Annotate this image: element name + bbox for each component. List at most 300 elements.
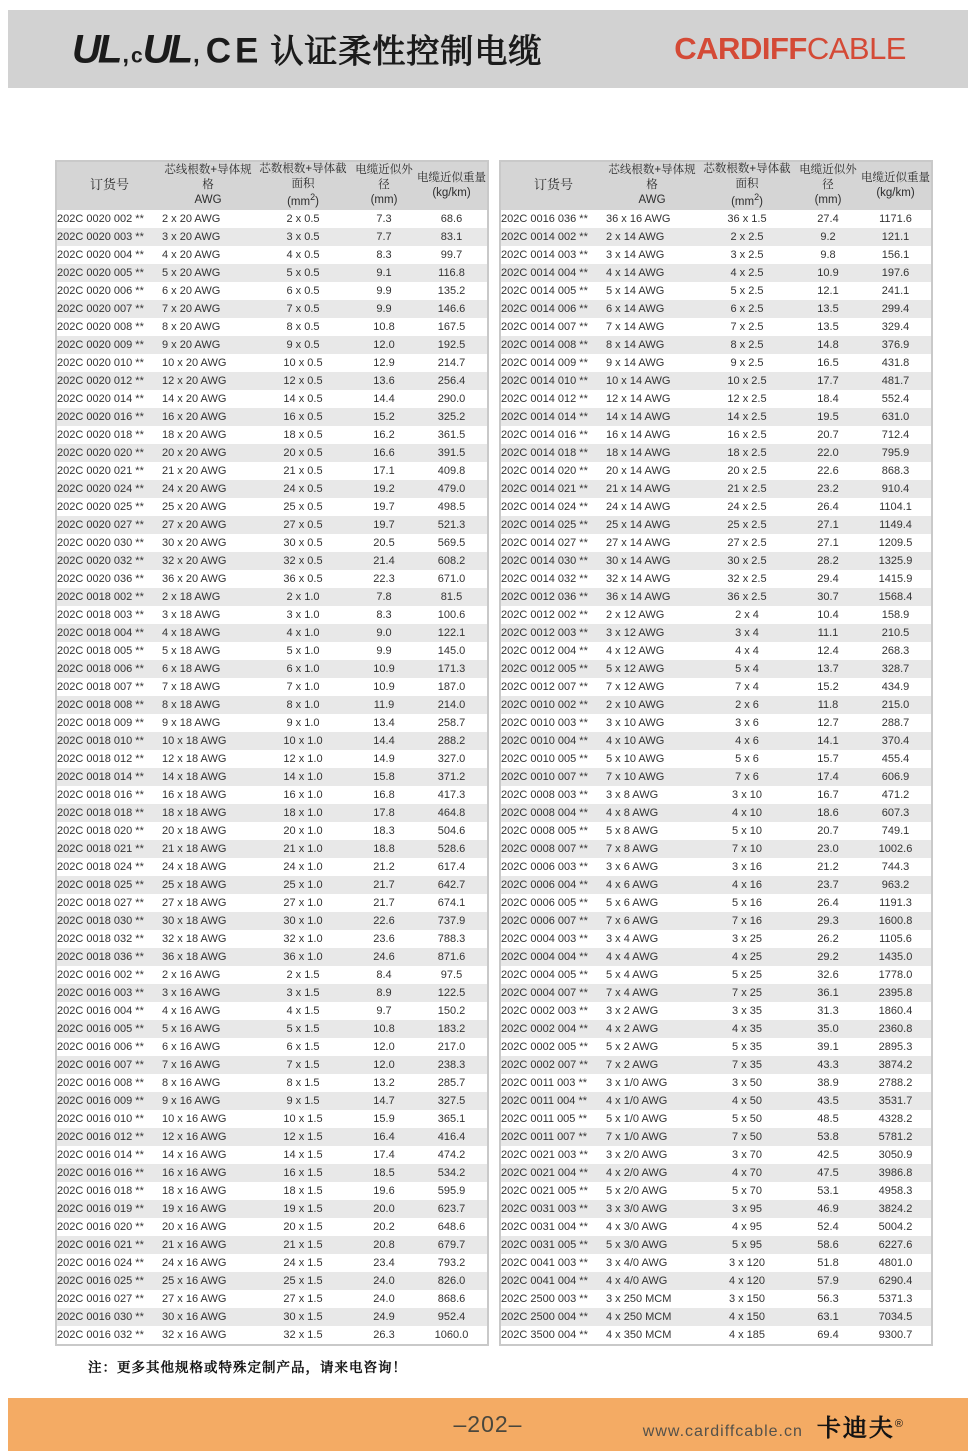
table-cell: 24 x 18 AWG bbox=[162, 860, 227, 873]
table-cell: 12.1 bbox=[817, 284, 839, 297]
table-cell: 202C 0020 010 ** bbox=[57, 356, 144, 369]
table-cell: 16.2 bbox=[373, 428, 395, 441]
table-cell: 202C 0014 004 ** bbox=[500, 264, 606, 282]
table-row bbox=[500, 228, 932, 246]
table-cell: 5 x 14 AWG bbox=[606, 284, 665, 297]
table-cell: 3 x 70 bbox=[732, 1148, 762, 1161]
table-cell: 8 x 14 AWG bbox=[606, 336, 698, 354]
table-cell: 202C 0014 012 ** bbox=[501, 392, 588, 405]
table-cell: 202C 0008 003 ** bbox=[501, 788, 588, 801]
header-outer-diameter: 电缆近似外径 (mm) bbox=[352, 161, 416, 210]
table-cell: 1860.4 bbox=[878, 1004, 913, 1017]
table-cell: 18 x 14 AWG bbox=[606, 444, 698, 462]
table-cell: 868.6 bbox=[437, 1292, 466, 1305]
table-cell: 202C 0014 032 ** bbox=[501, 572, 588, 585]
table-cell: 27 x 16 AWG bbox=[162, 1292, 227, 1305]
table-cell: 202C 0021 004 ** bbox=[500, 1164, 606, 1182]
table-row bbox=[500, 624, 932, 642]
table-cell: 4 x 6 AWG bbox=[606, 876, 698, 894]
table-row bbox=[56, 912, 488, 930]
table-cell: 183.2 bbox=[416, 1020, 488, 1038]
table-cell: 24 x 2.5 bbox=[727, 500, 767, 513]
table-cell: 202C 0020 005 ** bbox=[56, 264, 162, 282]
table-cell: 21 x 18 AWG bbox=[162, 840, 254, 858]
table-cell: 202C 0041 003 ** bbox=[501, 1256, 588, 1269]
table-cell: 12 x 1.0 bbox=[283, 752, 323, 765]
header-order-no: 订货号 bbox=[500, 161, 606, 210]
table-cell: 21 x 0.5 bbox=[283, 464, 323, 477]
table-cell: 13.4 bbox=[373, 716, 395, 729]
table-cell: 416.4 bbox=[416, 1128, 488, 1146]
table-row bbox=[500, 408, 932, 426]
table-cell: 3531.7 bbox=[860, 1092, 932, 1110]
table-cell: 8 x 20 AWG bbox=[162, 320, 221, 333]
table-row bbox=[56, 1110, 488, 1128]
table-cell: 202C 0014 027 ** bbox=[501, 536, 588, 549]
table-cell: 7.7 bbox=[352, 228, 416, 246]
table-cell: 2 x 1.5 bbox=[286, 968, 320, 981]
table-row bbox=[56, 570, 488, 588]
table-cell: 12 x 0.5 bbox=[254, 372, 352, 390]
table-cell: 16 x 20 AWG bbox=[162, 408, 254, 426]
table-row bbox=[500, 210, 932, 228]
table-cell: 1191.3 bbox=[879, 896, 912, 909]
table-row bbox=[500, 1020, 932, 1038]
table-cell: 595.9 bbox=[437, 1184, 466, 1197]
table-row bbox=[56, 642, 488, 660]
table-cell: 327.5 bbox=[416, 1092, 488, 1110]
table-cell: 607.3 bbox=[860, 804, 932, 822]
table-row bbox=[56, 1092, 488, 1110]
table-cell: 202C 0014 030 ** bbox=[500, 552, 606, 570]
table-cell: 3 x 4 AWG bbox=[606, 932, 659, 945]
table-cell: 30.7 bbox=[796, 588, 860, 606]
table-cell: 15.9 bbox=[373, 1112, 395, 1125]
table-cell: 17.4 bbox=[373, 1148, 395, 1161]
table-cell: 9 x 2.5 bbox=[730, 356, 764, 369]
table-cell: 202C 0020 027 ** bbox=[56, 516, 162, 534]
table-cell: 4 x 250 MCM bbox=[606, 1308, 698, 1326]
ce-mark-icon: CE bbox=[205, 31, 263, 71]
table-cell: 12 x 20 AWG bbox=[162, 372, 254, 390]
table-cell: 202C 0002 004 ** bbox=[500, 1020, 606, 1038]
table-cell: 15.2 bbox=[352, 408, 416, 426]
table-cell: 202C 0014 016 ** bbox=[501, 428, 588, 441]
table-row bbox=[56, 1182, 488, 1200]
table-cell: 30 x 2.5 bbox=[698, 552, 796, 570]
table-cell: 1149.4 bbox=[860, 516, 932, 534]
table-cell: 2895.3 bbox=[878, 1040, 913, 1053]
table-cell: 202C 3500 004 ** bbox=[501, 1328, 588, 1341]
table-row bbox=[56, 480, 488, 498]
table-cell: 13.7 bbox=[796, 660, 860, 678]
table-row bbox=[500, 390, 932, 408]
table-cell: 202C 0010 002 ** bbox=[500, 696, 606, 714]
table-cell: 5 x 16 bbox=[732, 896, 762, 909]
table-row bbox=[500, 1308, 932, 1326]
table-cell: 3986.8 bbox=[860, 1164, 932, 1182]
table-row bbox=[56, 876, 488, 894]
table-row bbox=[56, 696, 488, 714]
table-cell: 3 x 6 bbox=[735, 716, 759, 729]
table-cell: 12.7 bbox=[817, 716, 839, 729]
table-cell: 1600.8 bbox=[860, 912, 932, 930]
table-cell: 32.6 bbox=[817, 968, 839, 981]
table-cell: 5 x 1.5 bbox=[254, 1020, 352, 1038]
table-cell: 16 x 1.5 bbox=[254, 1164, 352, 1182]
table-cell: 26.2 bbox=[817, 932, 839, 945]
table-cell: 7 x 1/0 AWG bbox=[606, 1128, 698, 1146]
table-cell: 202C 0011 005 ** bbox=[501, 1112, 588, 1125]
table-cell: 27 x 20 AWG bbox=[162, 516, 254, 534]
table-cell: 3 x 8 AWG bbox=[606, 788, 659, 801]
table-cell: 19.6 bbox=[373, 1184, 395, 1197]
table-cell: 202C 0014 007 ** bbox=[501, 320, 588, 333]
table-cell: 371.2 bbox=[416, 768, 488, 786]
table-cell: 202C 0016 027 ** bbox=[57, 1292, 144, 1305]
table-cell: 5 x 2.5 bbox=[730, 284, 764, 297]
table-cell: 1778.0 bbox=[878, 968, 913, 981]
table-cell: 9.9 bbox=[352, 300, 416, 318]
header-cross-section: 芯数根数+导体截面积 $(mm^2)$ bbox=[254, 161, 352, 210]
table-cell: 5 x 6 AWG bbox=[606, 896, 659, 909]
table-cell: 3 x 150 bbox=[728, 1292, 766, 1305]
table-row bbox=[56, 1038, 488, 1056]
table-row bbox=[500, 642, 932, 660]
table-cell: 46.9 bbox=[796, 1200, 860, 1218]
table-cell: 749.1 bbox=[881, 824, 910, 837]
table-cell: 3 x 2 AWG bbox=[606, 1004, 659, 1017]
table-cell: 202C 0018 005 ** bbox=[57, 644, 144, 657]
brand-logo bbox=[674, 31, 906, 67]
table-cell: 3 x 1.5 bbox=[254, 984, 352, 1002]
header-awg-spec: 芯线根数+导体规格 AWG bbox=[162, 161, 254, 210]
table-cell: 202C 0031 003 ** bbox=[500, 1200, 606, 1218]
table-cell: 1104.1 bbox=[879, 500, 912, 513]
table-cell: 202C 0020 003 ** bbox=[56, 228, 162, 246]
table-cell: 202C 0016 032 ** bbox=[57, 1328, 144, 1341]
table-cell: 23.6 bbox=[373, 932, 395, 945]
table-cell: 202C 0014 024 ** bbox=[501, 500, 588, 513]
table-cell: 202C 0018 020 ** bbox=[57, 824, 144, 837]
table-cell: 4 x 4 bbox=[735, 644, 759, 657]
table-cell: 202C 0021 003 ** bbox=[501, 1148, 588, 1161]
table-cell: 36 x 14 AWG bbox=[606, 588, 698, 606]
table-cell: 7 x 10 bbox=[698, 840, 796, 858]
table-cell: 5 x 20 AWG bbox=[162, 264, 254, 282]
table-cell: 53.8 bbox=[796, 1128, 860, 1146]
table-cell: 744.3 bbox=[881, 860, 910, 873]
table-cell: 31.3 bbox=[817, 1004, 839, 1017]
table-cell: 23.2 bbox=[796, 480, 860, 498]
table-cell: 16.4 bbox=[352, 1128, 416, 1146]
table-cell: 202C 0006 004 ** bbox=[500, 876, 606, 894]
table-cell: 202C 0020 004 ** bbox=[57, 248, 144, 261]
table-cell: 10 x 0.5 bbox=[283, 356, 323, 369]
table-cell: 202C 0014 021 ** bbox=[500, 480, 606, 498]
table-cell: 14 x 20 AWG bbox=[162, 392, 227, 405]
table-cell: 9300.7 bbox=[878, 1328, 913, 1341]
table-cell: 202C 0020 021 ** bbox=[57, 464, 144, 477]
table-cell: 12.0 bbox=[352, 1056, 416, 1074]
table-cell: 16 x 14 AWG bbox=[606, 428, 671, 441]
table-cell: 23.0 bbox=[796, 840, 860, 858]
table-cell: 22.3 bbox=[373, 572, 395, 585]
table-cell: 202C 0018 014 ** bbox=[56, 768, 162, 786]
table-cell: 3 x 16 bbox=[732, 860, 762, 873]
table-row bbox=[56, 516, 488, 534]
table-cell: 25 x 0.5 bbox=[283, 500, 323, 513]
table-row bbox=[500, 1290, 932, 1308]
table-cell: 5 x 12 AWG bbox=[606, 660, 698, 678]
table-cell: 30 x 1.0 bbox=[254, 912, 352, 930]
table-cell: 7 x 20 AWG bbox=[162, 300, 254, 318]
table-cell: 6 x 2.5 bbox=[698, 300, 796, 318]
table-row bbox=[56, 1128, 488, 1146]
table-cell: 464.8 bbox=[416, 804, 488, 822]
table-cell: 3 x 14 AWG bbox=[606, 248, 665, 261]
table-cell: 146.6 bbox=[416, 300, 488, 318]
table-cell: 24 x 14 AWG bbox=[606, 500, 671, 513]
table-cell: 202C 0016 003 ** bbox=[56, 984, 162, 1002]
table-row bbox=[500, 876, 932, 894]
table-cell: 42.5 bbox=[817, 1148, 839, 1161]
table-cell: 290.0 bbox=[437, 392, 466, 405]
spec-table-left bbox=[55, 160, 489, 1346]
table-cell: 328.7 bbox=[860, 660, 932, 678]
table-cell: 6 x 16 AWG bbox=[162, 1040, 221, 1053]
table-cell: 623.7 bbox=[416, 1200, 488, 1218]
table-cell: 202C 0014 003 ** bbox=[501, 248, 588, 261]
table-cell: 25 x 1.5 bbox=[254, 1272, 352, 1290]
table-cell: 528.6 bbox=[416, 840, 488, 858]
table-cell: 202C 0011 003 ** bbox=[501, 1076, 588, 1089]
table-cell: 17.8 bbox=[352, 804, 416, 822]
table-cell: 202C 0016 009 ** bbox=[56, 1092, 162, 1110]
table-cell: 6 x 20 AWG bbox=[162, 284, 221, 297]
table-cell: 8 x 1.0 bbox=[254, 696, 352, 714]
table-cell: 617.4 bbox=[437, 860, 466, 873]
table-row bbox=[500, 588, 932, 606]
table-cell: 7 x 1.5 bbox=[254, 1056, 352, 1074]
table-cell: 14 x 16 AWG bbox=[162, 1148, 227, 1161]
table-cell: 10 x 20 AWG bbox=[162, 356, 227, 369]
table-row bbox=[56, 498, 488, 516]
table-cell: 18.3 bbox=[373, 824, 395, 837]
table-cell: 99.7 bbox=[440, 248, 463, 261]
table-cell: 58.6 bbox=[796, 1236, 860, 1254]
table-row bbox=[56, 210, 488, 228]
table-cell: 5 x 35 bbox=[732, 1040, 762, 1053]
table-cell: 202C 0006 005 ** bbox=[501, 896, 588, 909]
table-cell: 795.9 bbox=[860, 444, 932, 462]
table-cell: 12 x 1.5 bbox=[254, 1128, 352, 1146]
footer-band bbox=[8, 1398, 968, 1451]
table-row bbox=[500, 354, 932, 372]
table-cell: 4 x 12 AWG bbox=[606, 644, 665, 657]
table-cell: 963.2 bbox=[860, 876, 932, 894]
table-cell: 202C 0012 002 ** bbox=[501, 608, 588, 621]
table-cell: 29.2 bbox=[796, 948, 860, 966]
table-cell: 376.9 bbox=[860, 336, 932, 354]
table-cell: 26.4 bbox=[817, 896, 839, 909]
table-cell: 19.7 bbox=[352, 516, 416, 534]
table-cell: 9.8 bbox=[820, 248, 836, 261]
table-cell: 19.7 bbox=[373, 500, 395, 513]
table-row bbox=[56, 984, 488, 1002]
table-cell: 498.5 bbox=[437, 500, 466, 513]
table-cell: 202C 0004 003 ** bbox=[501, 932, 588, 945]
table-cell: 122.1 bbox=[416, 624, 488, 642]
table-cell: 202C 0008 004 ** bbox=[500, 804, 606, 822]
table-cell: 27 x 14 AWG bbox=[606, 536, 671, 549]
table-cell: 7 x 16 bbox=[698, 912, 796, 930]
table-cell: 202C 0012 007 ** bbox=[501, 680, 588, 693]
table-row bbox=[500, 426, 932, 444]
table-row bbox=[500, 444, 932, 462]
table-cell: 16.8 bbox=[373, 788, 395, 801]
table-cell: 26.3 bbox=[373, 1328, 395, 1341]
table-cell: 18 x 16 AWG bbox=[162, 1184, 227, 1197]
table-cell: 5004.2 bbox=[878, 1220, 913, 1233]
table-cell: 202C 0016 021 ** bbox=[56, 1236, 162, 1254]
table-cell: 69.4 bbox=[817, 1328, 839, 1341]
table-cell: 19 x 1.5 bbox=[254, 1200, 352, 1218]
table-cell: 17.1 bbox=[373, 464, 395, 477]
table-cell: 3 x 35 bbox=[732, 1004, 762, 1017]
table-cell: 202C 0016 024 ** bbox=[57, 1256, 144, 1269]
spec-table-right bbox=[499, 160, 933, 1346]
table-cell: 18.5 bbox=[352, 1164, 416, 1182]
table-cell: 202C 0010 004 ** bbox=[500, 732, 606, 750]
table-row bbox=[56, 606, 488, 624]
table-cell: 215.0 bbox=[860, 696, 932, 714]
table-cell: 868.3 bbox=[881, 464, 910, 477]
table-cell: 23.7 bbox=[796, 876, 860, 894]
table-cell: 5 x 18 AWG bbox=[162, 644, 221, 657]
table-row bbox=[56, 588, 488, 606]
table-cell: 18.4 bbox=[817, 392, 839, 405]
table-cell: 202C 0041 004 ** bbox=[500, 1272, 606, 1290]
table-cell: 17.7 bbox=[796, 372, 860, 390]
table-cell: 167.5 bbox=[437, 320, 466, 333]
table-cell: 202C 0010 007 ** bbox=[500, 768, 606, 786]
table-cell: 3050.9 bbox=[878, 1148, 913, 1161]
table-row bbox=[56, 948, 488, 966]
table-row bbox=[500, 1074, 932, 1092]
table-cell: 471.2 bbox=[881, 788, 910, 801]
table-cell: 202C 0004 007 ** bbox=[500, 984, 606, 1002]
table-cell: 4 x 8 AWG bbox=[606, 804, 698, 822]
table-cell: 20.5 bbox=[373, 536, 395, 549]
table-cell: 30 x 0.5 bbox=[283, 536, 323, 549]
table-cell: 24 x 0.5 bbox=[254, 480, 352, 498]
table-cell: 202C 0008 007 ** bbox=[500, 840, 606, 858]
table-cell: 9.0 bbox=[352, 624, 416, 642]
table-cell: 187.0 bbox=[437, 680, 466, 693]
table-cell: 43.5 bbox=[796, 1092, 860, 1110]
table-cell: 202C 0006 007 ** bbox=[500, 912, 606, 930]
table-cell: 1568.4 bbox=[860, 588, 932, 606]
table-row bbox=[56, 426, 488, 444]
table-cell: 202C 2500 003 ** bbox=[501, 1292, 588, 1305]
table-cell: 32 x 0.5 bbox=[254, 552, 352, 570]
table-row bbox=[500, 984, 932, 1002]
table-cell: 18.8 bbox=[352, 840, 416, 858]
table-cell: 47.5 bbox=[796, 1164, 860, 1182]
table-row bbox=[56, 786, 488, 804]
table-cell: 4 x 16 AWG bbox=[162, 1004, 221, 1017]
table-cell: 202C 0014 014 ** bbox=[500, 408, 606, 426]
table-cell: 202C 0020 025 ** bbox=[57, 500, 144, 513]
table-cell: 8.9 bbox=[352, 984, 416, 1002]
table-cell: 674.1 bbox=[437, 896, 466, 909]
table-row bbox=[56, 408, 488, 426]
table-cell: 18 x 1.0 bbox=[254, 804, 352, 822]
table-cell: 171.3 bbox=[416, 660, 488, 678]
table-cell: 25 x 14 AWG bbox=[606, 516, 698, 534]
table-row bbox=[500, 498, 932, 516]
table-cell: 22.0 bbox=[796, 444, 860, 462]
table-cell: 83.1 bbox=[416, 228, 488, 246]
table-cell: 22.6 bbox=[817, 464, 839, 477]
table-cell: 4 x 18 AWG bbox=[162, 624, 254, 642]
table-cell: 202C 0020 007 ** bbox=[56, 300, 162, 318]
table-cell: 20.7 bbox=[817, 824, 839, 837]
header-outer-diameter: 电缆近似外径 (mm) bbox=[796, 161, 860, 210]
table-cell: 24 x 20 AWG bbox=[162, 480, 254, 498]
table-row bbox=[56, 804, 488, 822]
table-cell: 202C 0018 007 ** bbox=[57, 680, 144, 693]
table-cell: 7 x 8 AWG bbox=[606, 840, 698, 858]
table-cell: 12.0 bbox=[373, 1040, 395, 1053]
table-cell: 27.4 bbox=[817, 212, 839, 225]
table-row bbox=[56, 732, 488, 750]
table-cell: 7 x 10 AWG bbox=[606, 768, 698, 786]
table-cell: 712.4 bbox=[881, 428, 910, 441]
table-cell: 36 x 1.0 bbox=[254, 948, 352, 966]
table-cell: 202C 0014 008 ** bbox=[500, 336, 606, 354]
table-cell: 4 x 4 AWG bbox=[606, 948, 698, 966]
table-cell: 17.4 bbox=[796, 768, 860, 786]
table-cell: 202C 0016 018 ** bbox=[57, 1184, 144, 1197]
table-cell: 9.9 bbox=[376, 644, 392, 657]
table-row bbox=[56, 444, 488, 462]
table-row bbox=[56, 624, 488, 642]
table-row bbox=[500, 1092, 932, 1110]
table-row bbox=[56, 1164, 488, 1182]
table-row bbox=[500, 894, 932, 912]
table-cell: 145.0 bbox=[437, 644, 466, 657]
table-cell: 36 x 2.5 bbox=[698, 588, 796, 606]
table-cell: 9.7 bbox=[376, 1004, 392, 1017]
table-cell: 202C 0018 003 ** bbox=[57, 608, 144, 621]
table-row bbox=[56, 1254, 488, 1272]
table-row bbox=[500, 318, 932, 336]
table-cell: 23.4 bbox=[373, 1256, 395, 1269]
table-cell: 18 x 0.5 bbox=[283, 428, 323, 441]
table-cell: 68.6 bbox=[440, 212, 463, 225]
table-cell: 4 x 1.0 bbox=[254, 624, 352, 642]
table-cell: 6290.4 bbox=[860, 1272, 932, 1290]
table-cell: 1435.0 bbox=[860, 948, 932, 966]
table-cell: 4 x 2.5 bbox=[698, 264, 796, 282]
table-cell: 202C 0012 004 ** bbox=[501, 644, 588, 657]
table-cell: 14 x 1.5 bbox=[283, 1148, 323, 1161]
table-cell: 1171.6 bbox=[879, 212, 912, 225]
table-cell: 9 x 18 AWG bbox=[162, 716, 221, 729]
table-row bbox=[500, 570, 932, 588]
